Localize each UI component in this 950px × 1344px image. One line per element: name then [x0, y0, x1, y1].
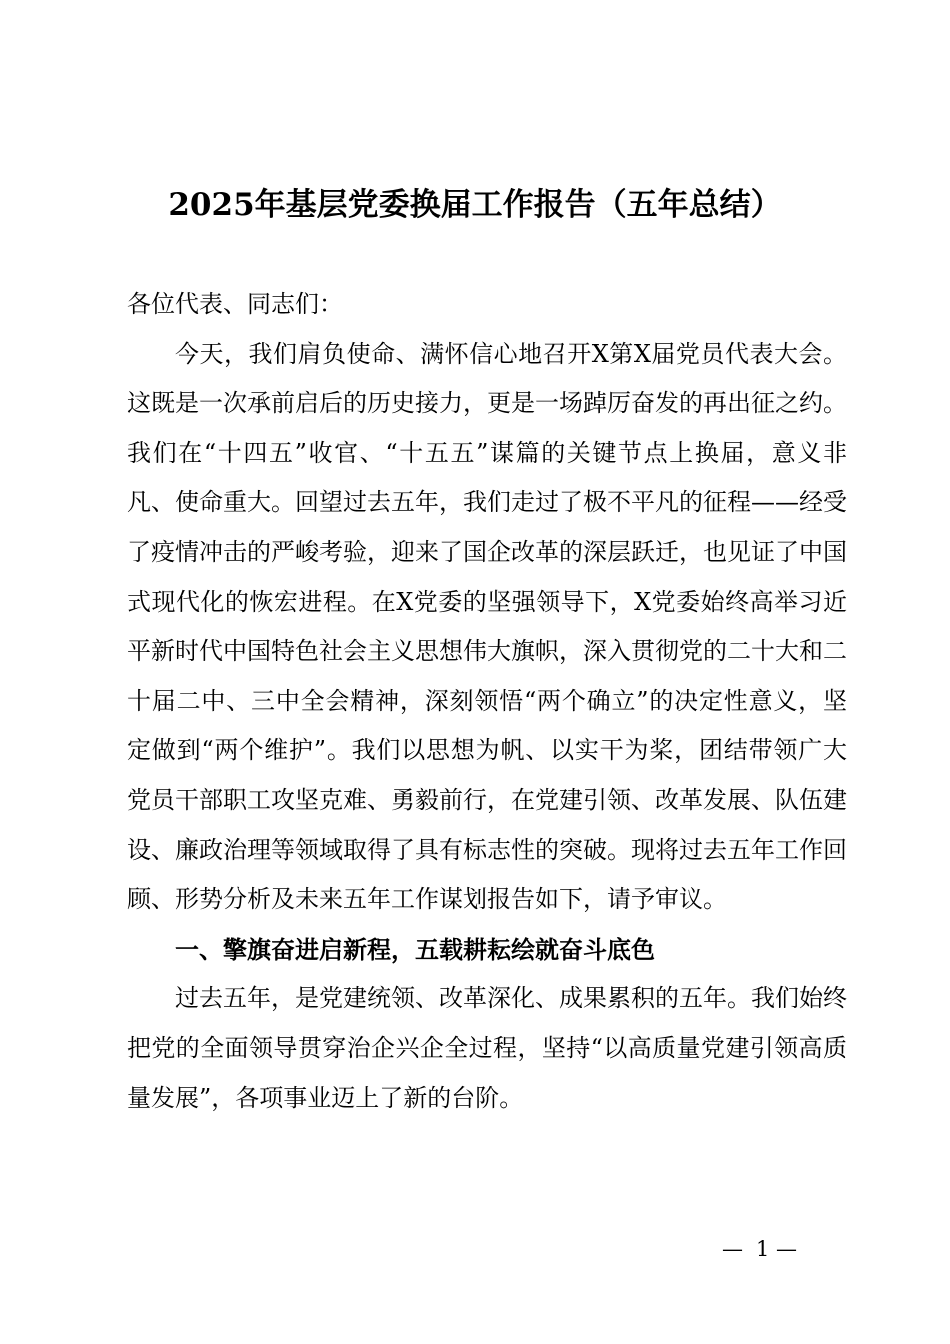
- document-body: [127, 280, 847, 1123]
- footer-dash-right: —: [776, 1237, 797, 1261]
- salutation: 各位代表、同志们：: [127, 290, 343, 318]
- section-heading-1: 一、擎旗奋进启新程，五载耕耘绘就奋斗底色: [175, 934, 655, 964]
- document-title: 2025年基层党委换届工作报告（五年总结）: [168, 187, 782, 223]
- paragraph-section-1: 过去五年，是党建统领、改革深化、成果累积的五年。我们始终把党的全面领导贯穿治企兴企全过程，坚持“以高质量党建引领高质量发展”，各项事业迈上了新的台阶。: [127, 984, 847, 1112]
- page-number: 1: [756, 1237, 770, 1261]
- paragraph-intro: 今天，我们肩负使命、满怀信心地召开X第X届党员代表大会。这既是一次承前启后的历史接力，更是一场踔厉奋发的再出征之约。我们在“十四五”收官、“十五五”谋篇的关键节点上换届，意义非凡、使命重大。回望过去五年，我们走过了极不平凡的征程——经受了疫情冲击的严峻考验，迎来了国企改革的深层跃迁，也见证了中国式现代化的恢宏进程。在X党委的坚强领导下，X党委始终高举习近平新时代中国特色社会主义思想伟大旗帜，深入贯彻党的二十大和二十届二中、三中全会精神，深刻领悟“两个确立”的决定性意义，坚定做到“两个维护”。我们以思想为帆、以实干为桨，团结带领广大党员干部职工攻坚克难、勇毅前行，在党建引领、改革发展、队伍建设、廉政治理等领域取得了具有标志性的突破。现将过去五年工作回顾、形势分析及未来五年工作谋划报告如下，请予审议。: [127, 339, 847, 914]
- footer-dash-left: —: [722, 1237, 743, 1261]
